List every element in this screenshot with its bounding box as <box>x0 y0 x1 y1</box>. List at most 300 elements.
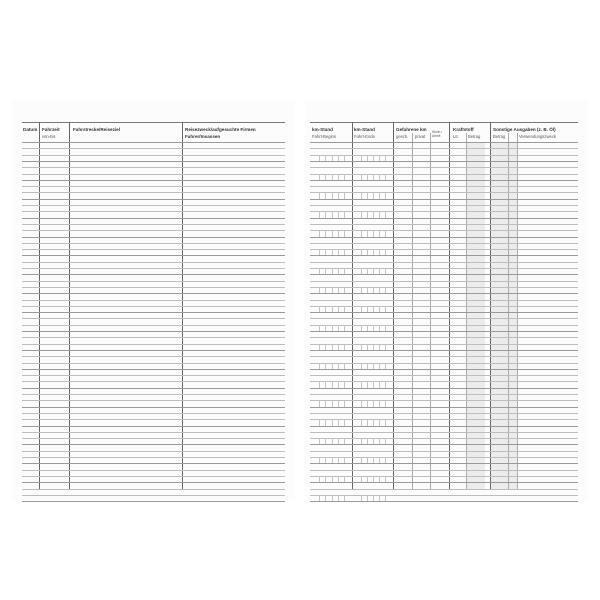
header-privat: privat <box>415 134 426 139</box>
row-rule <box>310 407 578 408</box>
digit-tick <box>332 382 333 388</box>
digit-tick <box>361 212 362 218</box>
digit-tick <box>344 306 345 312</box>
digit-tick <box>367 306 368 312</box>
sub-row-rule <box>22 167 285 168</box>
digit-tick <box>344 438 345 444</box>
sub-row-rule <box>22 281 285 282</box>
digit-tick <box>373 382 374 388</box>
sub-row-rule <box>22 419 285 420</box>
digit-tick <box>344 174 345 180</box>
digit-tick <box>344 212 345 218</box>
left-page <box>12 100 295 500</box>
digit-tick <box>338 495 339 501</box>
digit-tick <box>325 174 326 180</box>
digit-tick <box>367 268 368 274</box>
digit-tick <box>367 249 368 255</box>
digit-tick <box>332 212 333 218</box>
digit-tick <box>361 306 362 312</box>
digit-tick <box>325 363 326 369</box>
sub-row-rule <box>22 211 285 212</box>
sub-row-rule <box>310 337 578 338</box>
digit-tick <box>319 457 320 463</box>
digit-tick <box>338 476 339 482</box>
row-rule <box>310 237 578 238</box>
row-rule <box>22 199 285 200</box>
sub-row-rule <box>310 174 578 175</box>
digit-tick <box>325 382 326 388</box>
digit-tick <box>361 420 362 426</box>
digit-tick <box>361 249 362 255</box>
digit-tick <box>385 495 386 501</box>
digit-tick <box>373 401 374 407</box>
row-rule <box>310 255 578 256</box>
digit-tick <box>379 212 380 218</box>
digit-tick <box>361 344 362 350</box>
digit-tick <box>332 495 333 501</box>
digit-tick <box>385 249 386 255</box>
sub-row-rule <box>22 337 285 338</box>
sub-row-rule <box>22 344 285 345</box>
row-rule <box>22 501 285 502</box>
digit-tick <box>373 344 374 350</box>
sub-row-rule <box>22 495 285 496</box>
sub-row-rule <box>22 363 285 364</box>
digit-tick <box>361 438 362 444</box>
digit-tick <box>379 457 380 463</box>
digit-tick <box>338 155 339 161</box>
digit-tick <box>332 287 333 293</box>
digit-tick <box>379 495 380 501</box>
digit-tick <box>319 420 320 426</box>
sub-row-rule <box>310 281 578 282</box>
digit-tick <box>373 249 374 255</box>
sub-row-rule <box>310 148 578 149</box>
digit-tick <box>325 420 326 426</box>
sub-row-rule <box>310 243 578 244</box>
row-rule <box>22 161 285 162</box>
digit-tick <box>385 212 386 218</box>
row-rule <box>22 274 285 275</box>
sub-row-rule <box>310 325 578 326</box>
sub-row-rule <box>310 249 578 250</box>
digit-tick <box>338 174 339 180</box>
digit-tick <box>325 438 326 444</box>
digit-tick <box>319 193 320 199</box>
digit-tick <box>325 212 326 218</box>
digit-tick <box>379 476 380 482</box>
digit-tick <box>319 249 320 255</box>
digit-tick <box>385 287 386 293</box>
row-rule <box>310 426 578 427</box>
digit-tick <box>361 325 362 331</box>
header-fahrt-ende: Fahrt-Ende <box>354 134 375 139</box>
sub-row-rule <box>22 457 285 458</box>
digit-tick <box>361 193 362 199</box>
digit-tick <box>367 420 368 426</box>
header-reisezweck-sub: Fahrer/Insassen <box>185 134 221 139</box>
digit-tick <box>373 457 374 463</box>
digit-tick <box>344 155 345 161</box>
sub-row-rule <box>310 344 578 345</box>
sub-row-rule <box>310 167 578 168</box>
sub-row-rule <box>22 224 285 225</box>
digit-tick <box>344 457 345 463</box>
digit-tick <box>373 476 374 482</box>
digit-tick <box>361 155 362 161</box>
row-rule <box>22 180 285 181</box>
digit-tick <box>332 325 333 331</box>
digit-tick <box>338 231 339 237</box>
sub-row-rule <box>22 205 285 206</box>
digit-tick <box>361 382 362 388</box>
digit-tick <box>361 231 362 237</box>
digit-tick <box>332 155 333 161</box>
digit-tick <box>367 193 368 199</box>
sub-row-rule <box>310 224 578 225</box>
digit-tick <box>373 420 374 426</box>
digit-tick <box>332 174 333 180</box>
digit-tick <box>361 268 362 274</box>
digit-tick <box>385 231 386 237</box>
row-rule <box>22 331 285 332</box>
header-km-stand-beginn: km-Stand <box>312 127 333 132</box>
digit-tick <box>338 268 339 274</box>
sub-row-rule <box>310 394 578 395</box>
row-rule <box>22 142 285 143</box>
sub-row-rule <box>22 375 285 376</box>
digit-tick <box>367 325 368 331</box>
digit-tick <box>332 249 333 255</box>
digit-tick <box>367 438 368 444</box>
digit-tick <box>367 155 368 161</box>
row-rule <box>310 274 578 275</box>
digit-tick <box>385 363 386 369</box>
right-page <box>305 100 588 500</box>
row-rule <box>310 312 578 313</box>
digit-tick <box>361 495 362 501</box>
digit-tick <box>373 231 374 237</box>
digit-tick <box>325 287 326 293</box>
sub-row-rule <box>310 400 578 401</box>
digit-tick <box>361 287 362 293</box>
sub-row-rule <box>22 268 285 269</box>
digit-tick <box>361 174 362 180</box>
digit-tick <box>332 268 333 274</box>
digit-tick <box>379 306 380 312</box>
header-wohn-arbeit: Wohn./ Arbeit <box>432 130 443 138</box>
digit-tick <box>379 420 380 426</box>
digit-tick <box>344 420 345 426</box>
sub-row-rule <box>310 470 578 471</box>
digit-tick <box>319 268 320 274</box>
row-rule <box>22 350 285 351</box>
digit-tick <box>332 193 333 199</box>
digit-tick <box>338 344 339 350</box>
digit-tick <box>379 268 380 274</box>
sub-row-rule <box>22 306 285 307</box>
digit-tick <box>319 438 320 444</box>
digit-tick <box>367 495 368 501</box>
digit-tick <box>367 382 368 388</box>
digit-tick <box>385 325 386 331</box>
row-rule <box>22 237 285 238</box>
digit-tick <box>332 438 333 444</box>
digit-tick <box>332 476 333 482</box>
header-top-rule <box>22 122 285 123</box>
digit-tick <box>344 401 345 407</box>
digit-tick <box>367 231 368 237</box>
digit-tick <box>319 231 320 237</box>
digit-tick <box>338 287 339 293</box>
digit-tick <box>325 193 326 199</box>
digit-tick <box>385 268 386 274</box>
digit-tick <box>344 231 345 237</box>
digit-tick <box>379 249 380 255</box>
header-fahrt-beginn: Fahrt-Beginn <box>312 134 337 139</box>
header-datum: Datum <box>23 127 38 132</box>
sub-row-rule <box>310 457 578 458</box>
digit-tick <box>373 212 374 218</box>
sub-row-rule <box>22 230 285 231</box>
digit-tick <box>379 155 380 161</box>
digit-tick <box>338 249 339 255</box>
digit-tick <box>373 325 374 331</box>
digit-tick <box>338 382 339 388</box>
digit-tick <box>325 344 326 350</box>
sub-row-rule <box>310 230 578 231</box>
header-top-rule <box>310 122 578 123</box>
digit-tick <box>338 325 339 331</box>
header-km-stand-ende: km-Stand <box>354 127 375 132</box>
header-verwendungszweck: Verwendungszweck <box>519 134 557 139</box>
digit-tick <box>385 457 386 463</box>
digit-tick <box>319 363 320 369</box>
digit-tick <box>332 457 333 463</box>
row-rule <box>310 482 578 483</box>
sub-row-rule <box>22 394 285 395</box>
digit-tick <box>361 476 362 482</box>
header-fahrzeit: Fahrzeit <box>42 127 60 132</box>
digit-tick <box>379 401 380 407</box>
digit-tick <box>319 306 320 312</box>
sub-row-rule <box>310 432 578 433</box>
header-fahrzeit-sub: von-bis <box>42 134 56 139</box>
digit-tick <box>361 457 362 463</box>
sub-row-rule <box>310 476 578 477</box>
digit-tick <box>325 306 326 312</box>
sub-row-rule <box>310 268 578 269</box>
row-rule <box>310 161 578 162</box>
row-rule <box>22 482 285 483</box>
sub-row-rule <box>22 470 285 471</box>
digit-tick <box>338 438 339 444</box>
sub-row-rule <box>22 451 285 452</box>
digit-tick <box>373 174 374 180</box>
row-rule <box>310 501 578 502</box>
digit-tick <box>332 231 333 237</box>
digit-tick <box>332 344 333 350</box>
sub-row-rule <box>310 211 578 212</box>
sub-row-rule <box>22 400 285 401</box>
digit-tick <box>379 382 380 388</box>
row-rule <box>22 463 285 464</box>
digit-tick <box>338 193 339 199</box>
sub-row-rule <box>310 205 578 206</box>
sub-row-rule <box>22 489 285 490</box>
digit-tick <box>338 212 339 218</box>
digit-tick <box>344 344 345 350</box>
sub-row-rule <box>22 356 285 357</box>
header-gefahrene-km: Gefahrene km <box>396 127 427 132</box>
header-kraftstoff: Kraftstoff <box>453 127 474 132</box>
digit-tick <box>385 155 386 161</box>
sub-row-rule <box>22 155 285 156</box>
digit-tick <box>361 363 362 369</box>
sub-row-rule <box>22 413 285 414</box>
sub-row-rule <box>22 249 285 250</box>
header-gesch: gesch. <box>396 134 409 139</box>
digit-tick <box>338 401 339 407</box>
digit-tick <box>367 363 368 369</box>
digit-tick <box>344 325 345 331</box>
digit-tick <box>344 268 345 274</box>
sub-row-rule <box>310 262 578 263</box>
digit-tick <box>385 476 386 482</box>
digit-tick <box>367 212 368 218</box>
header-fahrstrecke: Fahrstrecke/Reiseziel <box>73 127 120 132</box>
digit-tick <box>367 174 368 180</box>
header-kraftstoff-betrag: Betrag <box>468 134 481 139</box>
digit-tick <box>319 495 320 501</box>
digit-tick <box>325 495 326 501</box>
digit-tick <box>373 155 374 161</box>
sub-row-rule <box>22 262 285 263</box>
digit-tick <box>367 476 368 482</box>
header-sonstige-betrag: Betrag <box>493 134 506 139</box>
digit-tick <box>367 401 368 407</box>
digit-tick <box>385 438 386 444</box>
digit-tick <box>385 174 386 180</box>
digit-tick <box>344 495 345 501</box>
digit-tick <box>344 193 345 199</box>
digit-tick <box>319 325 320 331</box>
row-rule <box>310 444 578 445</box>
sub-row-rule <box>310 300 578 301</box>
sub-row-rule <box>310 192 578 193</box>
row-rule <box>22 407 285 408</box>
row-rule <box>22 255 285 256</box>
sub-row-rule <box>22 192 285 193</box>
digit-tick <box>338 306 339 312</box>
row-rule <box>310 350 578 351</box>
digit-tick <box>319 476 320 482</box>
digit-tick <box>344 476 345 482</box>
row-rule <box>310 199 578 200</box>
sub-row-rule <box>310 306 578 307</box>
row-rule <box>22 312 285 313</box>
header-reisezweck: Reisezweck/aufgesuchte Firmen <box>185 127 256 132</box>
sub-row-rule <box>310 419 578 420</box>
digit-tick <box>379 438 380 444</box>
digit-tick <box>379 344 380 350</box>
digit-tick <box>332 306 333 312</box>
sub-row-rule <box>22 174 285 175</box>
row-rule <box>310 369 578 370</box>
sub-row-rule <box>310 363 578 364</box>
row-rule <box>310 388 578 389</box>
digit-tick <box>379 193 380 199</box>
sub-row-rule <box>310 438 578 439</box>
digit-tick <box>379 287 380 293</box>
row-rule <box>22 426 285 427</box>
sub-row-rule <box>310 489 578 490</box>
row-rule <box>22 388 285 389</box>
sub-row-rule <box>22 148 285 149</box>
sub-row-rule <box>22 287 285 288</box>
digit-tick <box>367 457 368 463</box>
sub-row-rule <box>310 356 578 357</box>
digit-tick <box>379 231 380 237</box>
digit-tick <box>361 401 362 407</box>
row-rule <box>310 218 578 219</box>
digit-tick <box>379 174 380 180</box>
digit-tick <box>319 344 320 350</box>
row-rule <box>310 331 578 332</box>
digit-tick <box>379 363 380 369</box>
header-ltr: Ltr. <box>453 134 459 139</box>
digit-tick <box>385 382 386 388</box>
digit-tick <box>385 193 386 199</box>
digit-tick <box>367 287 368 293</box>
row-rule <box>310 293 578 294</box>
sub-row-rule <box>310 375 578 376</box>
digit-tick <box>373 363 374 369</box>
sub-row-rule <box>22 432 285 433</box>
digit-tick <box>373 287 374 293</box>
sub-row-rule <box>310 186 578 187</box>
sub-row-rule <box>310 495 578 496</box>
digit-tick <box>385 401 386 407</box>
sub-row-rule <box>22 318 285 319</box>
digit-tick <box>332 363 333 369</box>
sub-row-rule <box>310 318 578 319</box>
digit-tick <box>344 363 345 369</box>
digit-tick <box>325 249 326 255</box>
sub-row-rule <box>22 381 285 382</box>
digit-tick <box>344 287 345 293</box>
digit-tick <box>325 325 326 331</box>
digit-tick <box>319 155 320 161</box>
digit-tick <box>325 457 326 463</box>
digit-tick <box>319 287 320 293</box>
row-rule <box>22 218 285 219</box>
digit-tick <box>325 476 326 482</box>
row-rule <box>310 180 578 181</box>
digit-tick <box>373 495 374 501</box>
header-sonstige-ausgaben: Sonstige Ausgaben (z. B. Öl) <box>493 127 556 132</box>
digit-tick <box>338 363 339 369</box>
sub-row-rule <box>310 381 578 382</box>
digit-tick <box>332 420 333 426</box>
row-rule <box>310 142 578 143</box>
sub-row-rule <box>22 476 285 477</box>
digit-tick <box>344 382 345 388</box>
row-rule <box>310 463 578 464</box>
digit-tick <box>373 438 374 444</box>
digit-tick <box>373 306 374 312</box>
digit-tick <box>319 382 320 388</box>
